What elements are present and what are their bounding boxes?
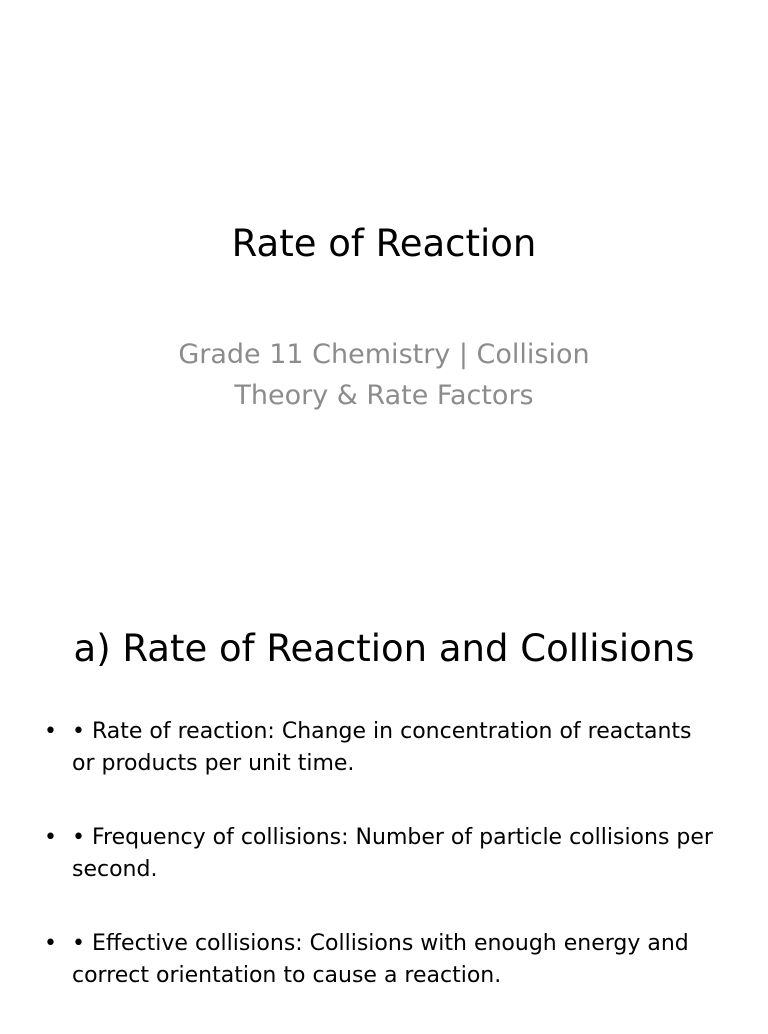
list-item	[40, 928, 720, 992]
content-slide	[0, 576, 768, 1024]
slide-title: Rate of Reaction	[231, 222, 537, 265]
bullet-text: • Rate of reaction: Change in concentration of reactants or products per unit time.	[72, 719, 692, 776]
bullet-marker: •	[44, 931, 57, 956]
bullet-text: • Effective collisions: Collisions with enough energy and correct orientation to cause a reaction.	[72, 931, 689, 988]
bullet-list	[40, 716, 720, 1034]
bullet-text: • Frequency of collisions: Number of particle collisions per second.	[72, 825, 713, 882]
bullet-marker: •	[44, 719, 57, 744]
section-heading: a) Rate of Reaction and Collisions	[73, 627, 695, 670]
list-item	[40, 822, 720, 886]
slide-subtitle: Grade 11 Chemistry | Collision Theory & Rate Factors	[178, 339, 590, 411]
list-item	[40, 716, 720, 780]
bullet-marker: •	[44, 825, 57, 850]
